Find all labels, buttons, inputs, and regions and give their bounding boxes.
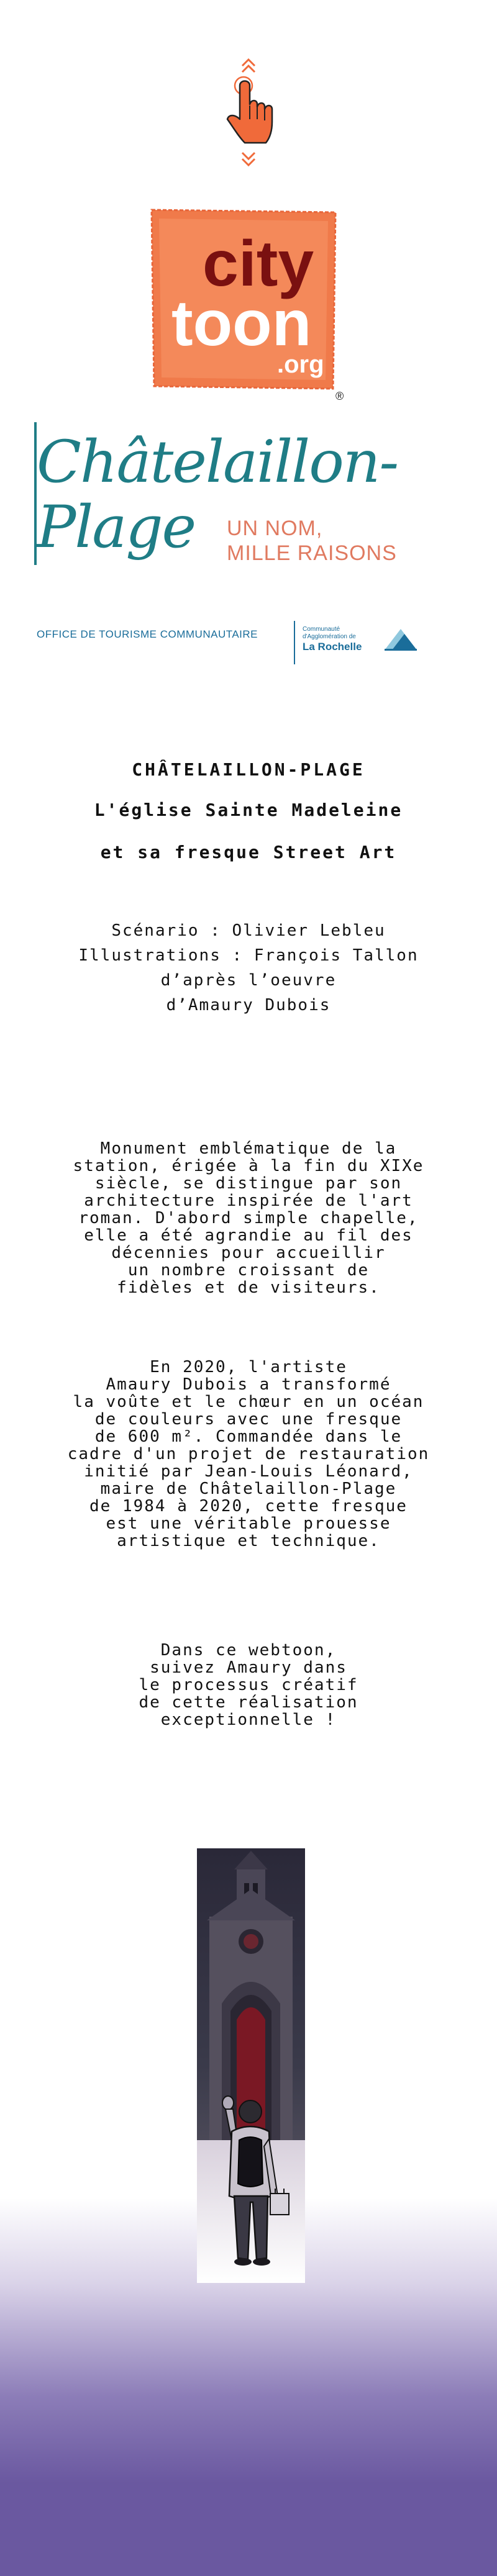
intro-line: roman. D'abord simple chapelle, [78, 1209, 419, 1227]
fresco-line: de couleurs avec une fresque [94, 1410, 403, 1429]
community-small-line1: Communauté [303, 626, 340, 633]
fresco-line: cadre d'un projet de restauration [67, 1445, 430, 1463]
church-illustration [197, 1848, 305, 2283]
citytoon-logo [147, 205, 352, 404]
logo-registered-mark: ® [335, 390, 344, 402]
tourism-office-label: OFFICE DE TOURISME COMMUNAUTAIRE [37, 628, 258, 640]
logo-toon-text: toon [171, 287, 312, 359]
intro-line: siècle, se distingue par son [94, 1174, 403, 1193]
intro-line: elle a été agrandie au fil des [84, 1226, 413, 1245]
tap-scroll-icon [217, 50, 280, 168]
intro-line: Monument emblématique de la [100, 1139, 397, 1158]
intro-paragraph [0, 1140, 497, 1296]
intro-line: architecture inspirée de l'art [84, 1191, 413, 1210]
fresco-line: En 2020, l'artiste [150, 1358, 347, 1376]
webtoon-line: Dans ce webtoon, [160, 1641, 337, 1660]
fresco-line: maire de Châtelaillon-Plage [100, 1480, 397, 1498]
webtoon-line: le processus créatif [139, 1676, 358, 1694]
webtoon-line: exceptionnelle ! [160, 1711, 337, 1729]
fresco-line: artistique et technique. [117, 1532, 380, 1550]
fresco-line: est une véritable prouesse [106, 1514, 391, 1533]
intro-line: un nombre croissant de [127, 1261, 370, 1280]
community-small-line2: d'Agglomération de [303, 633, 356, 640]
destination-tagline-line1: UN NOM, [227, 517, 323, 540]
destination-name-line1: Châtelaillon- [37, 428, 398, 496]
title-line3: et sa fresque Street Art [100, 842, 397, 862]
fresco-line: la voûte et le chœur en un océan [73, 1393, 424, 1411]
intro-line: fidèles et de visiteurs. [117, 1278, 380, 1297]
logo-separator [294, 621, 295, 664]
credit-illustrations: Illustrations : François Tallon [78, 946, 419, 965]
fresco-paragraph [0, 1358, 497, 1550]
intro-line: station, érigée à la fin du XIXe [73, 1157, 424, 1175]
credit-scenario: Scénario : Olivier Lebleu [111, 921, 386, 940]
webtoon-paragraph [0, 1642, 497, 1729]
credit-artist: d’Amaury Dubois [166, 996, 331, 1015]
destination-tagline-line2: MILLE RAISONS [227, 541, 397, 565]
intro-line: décennies pour accueillir [111, 1244, 386, 1262]
credit-after: d’après l’oeuvre [160, 971, 337, 990]
title-line1: CHÂTELAILLON-PLAGE [132, 759, 365, 780]
destination-name-line2: Plage [37, 494, 196, 561]
scroll-hint [217, 50, 280, 168]
webtoon-line: de cette réalisation [139, 1693, 358, 1712]
community-emblem-icon [382, 625, 419, 653]
fresco-line: de 600 m². Commandée dans le [94, 1427, 403, 1446]
logo-org-text: .org [277, 351, 324, 378]
logo-city-text: city [203, 228, 314, 300]
webtoon-line: suivez Amaury dans [150, 1658, 347, 1677]
community-name: La Rochelle [303, 641, 362, 653]
fresco-line: Amaury Dubois a transformé [106, 1375, 391, 1394]
fresco-line: de 1984 à 2020, cette fresque [89, 1497, 408, 1516]
title-line2: L'église Sainte Madeleine [94, 800, 403, 820]
destination-logo [34, 416, 463, 689]
fresco-line: initié par Jean-Louis Léonard, [84, 1462, 413, 1481]
